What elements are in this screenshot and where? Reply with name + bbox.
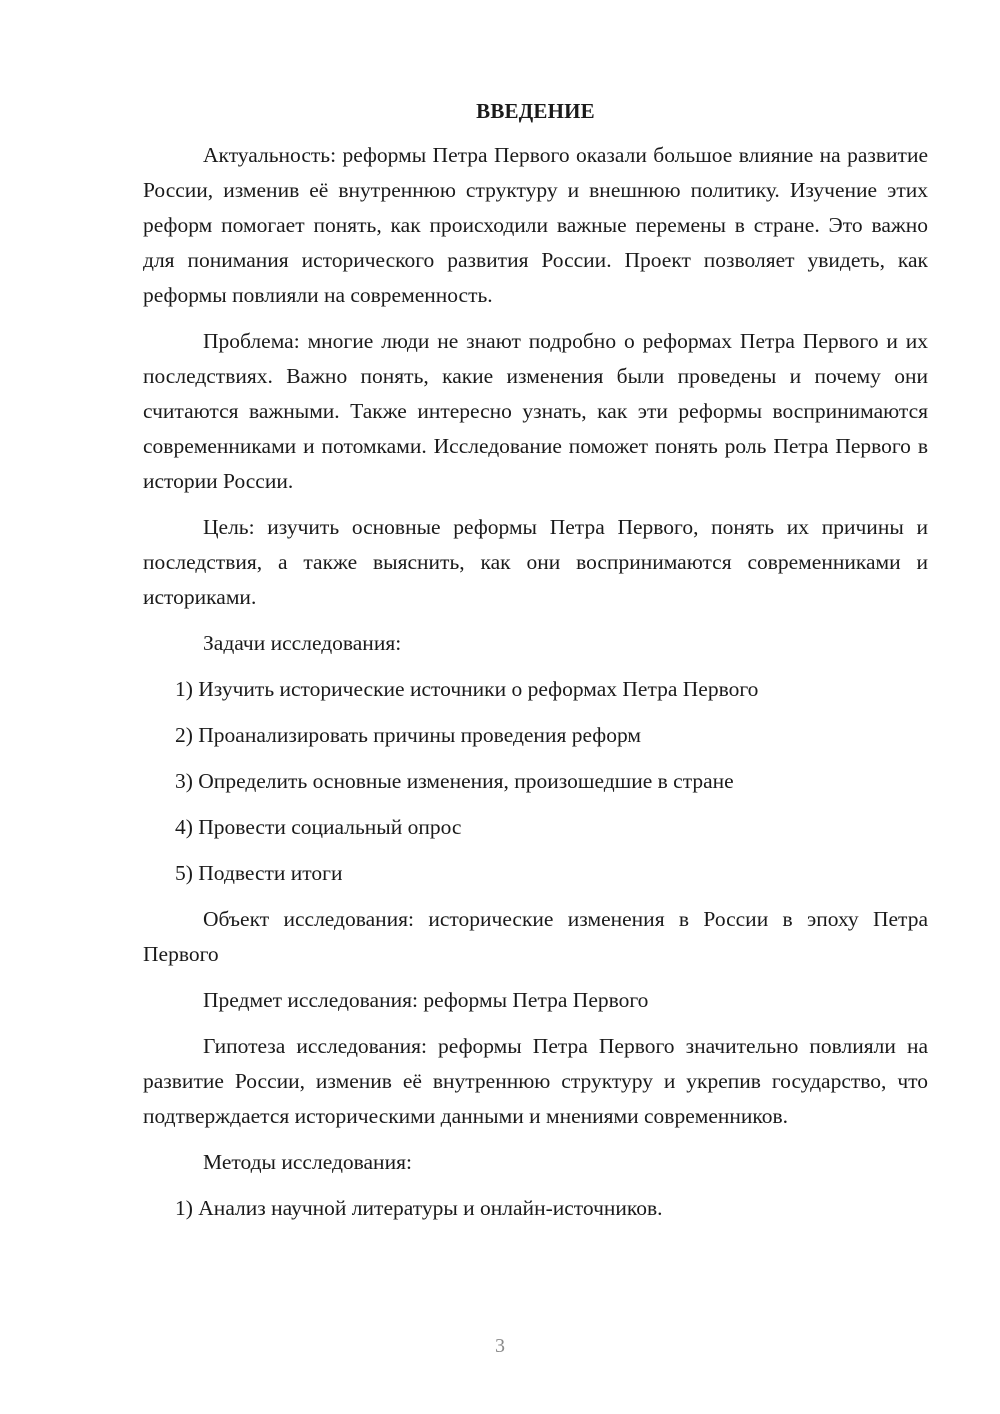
task-item: 1) Изучить исторические источники о реформах Петра Первого [175, 677, 759, 701]
document-page [143, 95, 928, 1237]
task-item: 2) Проанализировать причины проведения реформ [175, 723, 641, 747]
tasks-heading: Задачи исследования: [203, 631, 402, 655]
page-number: 3 [495, 1335, 505, 1357]
methods-list [143, 1191, 928, 1226]
page-title: ВВЕДЕНИЕ [476, 99, 595, 123]
goal-paragraph: Цель: изучить основные реформы Петра Первого, понять их причины и последствия, а также выяснить, как они воспринимаются современниками и историками. [143, 515, 928, 609]
method-item: 1) Анализ научной литературы и онлайн-источников. [175, 1196, 663, 1220]
tasks-list [143, 672, 928, 891]
problem-paragraph: Проблема: многие люди не знают подробно о реформах Петра Первого и их последствиях. Важно понять, какие изменения были проведены и почему они считаются важными. Также интересно узнать, как эти реформы воспринимаются современниками и потомками. Исследование поможет понять роль Петра Первого в истории России. [143, 329, 928, 493]
methods-heading: Методы исследования: [203, 1150, 412, 1174]
relevance-paragraph: Актуальность: реформы Петра Первого оказали большое влияние на развитие России, изменив её внутреннюю структуру и внешнюю политику. Изучение этих реформ помогает понять, как происходили важные перемены в стране. Это важно для понимания исторического развития России. Проект позволяет увидеть, как реформы повлияли на современность. [143, 143, 928, 307]
hypothesis-paragraph: Гипотеза исследования: реформы Петра Первого значительно повлияли на развитие России, изменив её внутреннюю структуру и укрепив государство, что подтверждается историческими данными и мнениями современников. [143, 1034, 928, 1128]
task-item: 5) Подвести итоги [175, 861, 343, 885]
task-item: 3) Определить основные изменения, произошедшие в стране [175, 769, 734, 793]
subject-paragraph: Предмет исследования: реформы Петра Первого [203, 988, 649, 1012]
task-item: 4) Провести социальный опрос [175, 815, 462, 839]
object-paragraph: Объект исследования: исторические изменения в России в эпоху Петра Первого [143, 907, 928, 966]
